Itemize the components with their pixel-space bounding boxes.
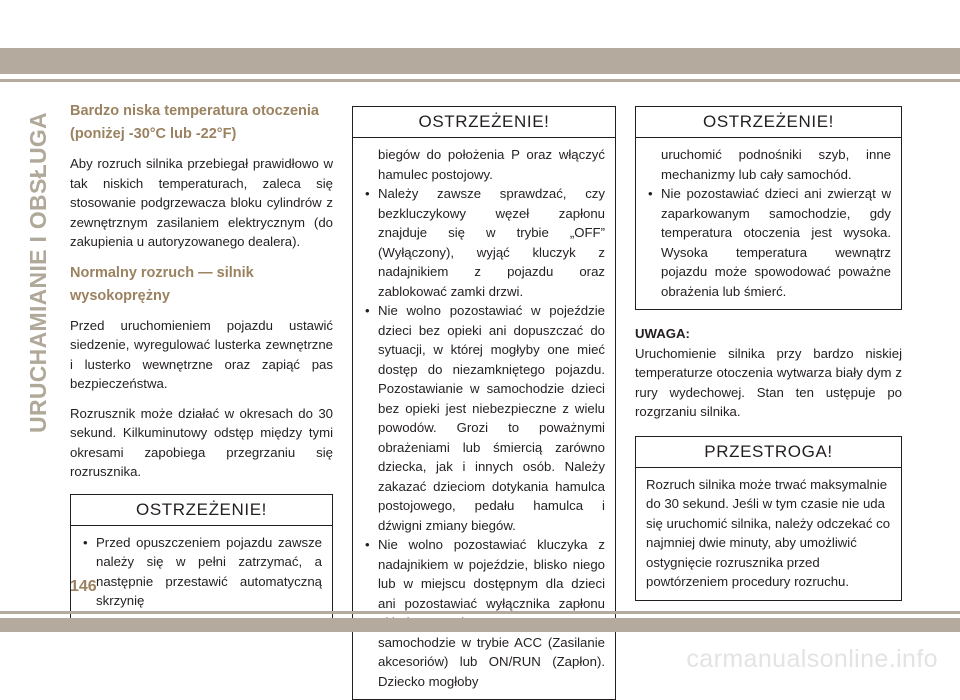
footer-rule (0, 611, 960, 614)
warning-continuation: biegów do położenia P oraz włączyć hamulec postojowy. (378, 147, 605, 182)
section-side-title (20, 100, 56, 445)
page-number: 146 (70, 578, 97, 595)
warning-title: OSTRZEŻENIE! (353, 107, 615, 138)
header-band (0, 48, 960, 74)
warning-item: • Nie pozostawiać dzieci ani zwierząt w zaparkowanym samochodzie, gdy temperatura otoczenia jest wysoka. Wysoka temperatura wewnątrz pojazdu może spowodować poważne obrażenia lub śmierć. (646, 184, 891, 301)
warning-title: OSTRZEŻENIE! (71, 495, 332, 526)
warning-item: • Nie wolno pozostawiać w pojeździe dzieci bez opieki ani dopuszczać do sytuacji, w której mogłyby one mieć dostęp do niezamkniętego pojazdu. Pozostawianie w samochodzie dzieci bez opieki jest niebezpieczne z wielu powodów. Grozi to poważnymi obrażeniami lub śmiercią zarówno dziecka, jak i innych osób. Należy zakazać dzieciom dotykania hamulca postojowego, pedału hamulca i dźwigni zmiany biegów. (363, 301, 605, 535)
warning-title: OSTRZEŻENIE! (636, 107, 901, 138)
caution-box (635, 436, 902, 601)
side-title-text: URUCHAMIANIE I OBSŁUGA (24, 112, 51, 433)
warning-item: • Przed opuszczeniem pojazdu zawsze należy się w pełni zatrzymać, a następnie przestawić automatyczną skrzynię (81, 533, 322, 611)
heading-normal-start-diesel: Normalny rozruch — silnik wysokoprężny (70, 264, 254, 304)
header-rule (0, 79, 960, 82)
note-text: Uruchomienie silnika przy bardzo niskiej temperaturze otoczenia wytwarza biały dym z rury wydechowej. Stan ten ustępuje po rozgrzaniu silnika. (635, 345, 902, 419)
warning-body (353, 138, 615, 699)
note-label: UWAGA: (635, 326, 690, 341)
caution-title: PRZESTROGA! (636, 437, 901, 468)
paragraph-before-start: Przed uruchomieniem pojazdu ustawić siedzenie, wyregulować lusterka zewnętrzne i lusterko wewnętrzne oraz zapiąć pas bezpieczeństwa. (70, 317, 333, 391)
column-right (635, 106, 902, 601)
heading-very-low-temperature: Bardzo niska temperatura otoczenia (poniżej -30°C lub -22°F) (70, 103, 319, 142)
warning-box-3 (635, 106, 902, 310)
warning-body (636, 138, 901, 309)
warning-continuation: uruchomić podnośniki szyb, inne mechanizmy lub cały samochód. (661, 147, 891, 182)
warning-item: • Należy zawsze sprawdzać, czy bezkluczykowy węzeł zapłonu znajduje się w trybie „OFF” (Wyłączony), wyjąć kluczyk z nadajnikiem z pojazdu oraz zablokować zamki drzwi. (363, 184, 605, 301)
column-left (70, 100, 333, 620)
warning-body (71, 526, 332, 619)
warning-box-1 (70, 494, 333, 620)
paragraph-block-heater: Aby rozruch silnika przebiegał prawidłowo w tak niskich temperaturach, zaleca się stosowanie podgrzewacza bloku cylindrów z zewnętrznym zasilaniem elektrycznym (do zakupienia u autoryzowanego dealera). (70, 156, 333, 249)
paragraph-starter-duration: Rozrusznik może działać w okresach do 30 sekund. Kilkuminutowy odstęp między tymi okresami zapobiega przegrzaniu się rozrusznika. (70, 405, 333, 479)
watermark: carmanualsonline.info (686, 645, 938, 673)
warning-item: • Nie wolno pozostawiać kluczyka z nadajnikiem w pojeździe, blisko niego lub w miejscu dostępnym dla dzieci ani pozostawiać wyłącznika zapłonu samochodzie w trybie ACC (Zasilanie akcesoriów) lub ON/RUN (Zapłon). Dziecko mogłoby (363, 535, 605, 691)
footer-band (0, 618, 960, 632)
caution-body: Rozruch silnika może trwać maksymalnie do 30 sekund. Jeśli w tym czasie nie uda się uruchomić silnika, należy odczekać co najmniej dwie minuty, aby umożliwić ostygnięcie rozrusznika przed powtórzeniem procedury rozruchu. (646, 476, 891, 589)
